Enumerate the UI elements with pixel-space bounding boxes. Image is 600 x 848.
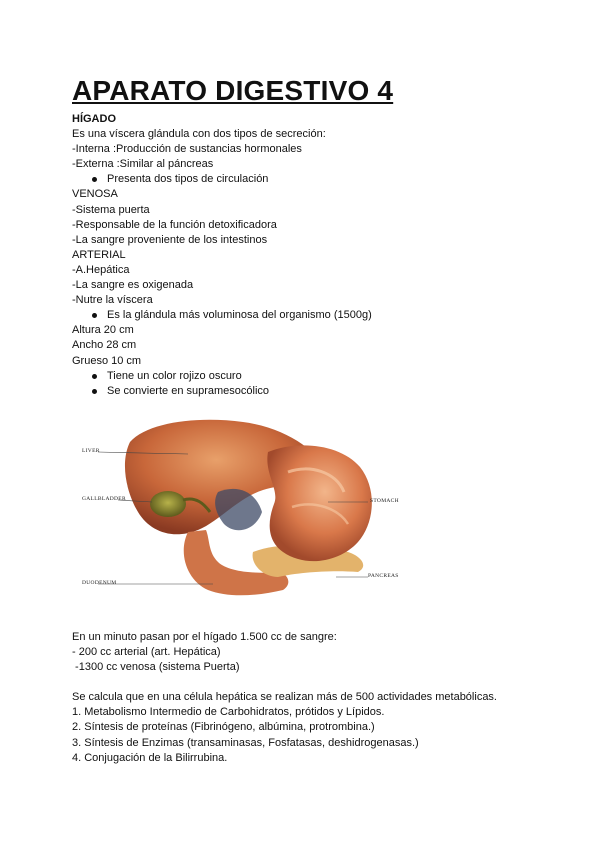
section-heading: HÍGADO [72, 113, 116, 125]
text-line: Es una víscera glándula con dos tipos de secreción: [72, 128, 326, 141]
text-line: -Sistema puerta [72, 203, 150, 216]
figure-label-gallbladder: GALLBLADDER [82, 496, 126, 502]
gallbladder-shape [150, 491, 186, 517]
text-line: -Nutre la víscera [72, 294, 153, 307]
text-line: Grueso 10 cm [72, 354, 142, 367]
text-line: -La sangre es oxigenada [72, 279, 194, 292]
bullet-item: Se convierte en supramesocólico [72, 384, 542, 399]
figure-label-liver: LIVER [82, 448, 100, 454]
text-line: -Externa :Similar al páncreas [72, 158, 214, 171]
bullet-item: Tiene un color rojizo oscuro [72, 369, 542, 384]
figure-label-pancreas: PANCREAS [368, 573, 399, 579]
metabolism-section [72, 630, 542, 766]
text-line: Altura 20 cm [72, 324, 134, 337]
text-line: VENOSA [72, 188, 118, 201]
bullet-item: Es la glándula más voluminosa del organismo (1500g) [72, 308, 542, 323]
liver-anatomy-illustration [78, 412, 408, 608]
text-line: ARTERIAL [72, 248, 126, 261]
stomach-shape [267, 445, 371, 561]
text-line: -Interna :Producción de sustancias hormonales [72, 143, 302, 156]
figure-label-stomach: STOMACH [370, 498, 399, 504]
list-item: 4. Conjugación de la Bilirrubina. [72, 751, 228, 764]
text-line: -La sangre proveniente de los intestinos [72, 233, 268, 246]
anatomy-drawing [78, 412, 408, 608]
text-line: - 200 cc arterial (art. Hepática) [72, 646, 221, 659]
list-item: 3. Síntesis de Enzimas (transaminasas, Fosfatasas, deshidrogenasas.) [72, 736, 419, 749]
text-line: -A.Hepática [72, 263, 130, 276]
text-line: Ancho 28 cm [72, 339, 137, 352]
text-line: -1300 cc venosa (sistema Puerta) [72, 661, 240, 674]
spacer [72, 675, 542, 690]
page-title: APARATO DIGESTIVO 4 [72, 75, 394, 106]
liver-section [72, 112, 542, 399]
bullet-item: Presenta dos tipos de circulación [72, 172, 542, 187]
list-item: 1. Metabolismo Intermedio de Carbohidratos, prótidos y Lípidos. [72, 706, 385, 719]
text-line: Se calcula que en una célula hepática se realizan más de 500 actividades metabólicas. [72, 691, 497, 704]
text-line: En un minuto pasan por el hígado 1.500 cc de sangre: [72, 631, 337, 643]
figure-label-duodenum: DUODENUM [82, 580, 117, 586]
text-line: -Responsable de la función detoxificadora [72, 218, 277, 231]
list-item: 2. Síntesis de proteínas (Fibrinógeno, albúmina, protrombina.) [72, 721, 375, 734]
